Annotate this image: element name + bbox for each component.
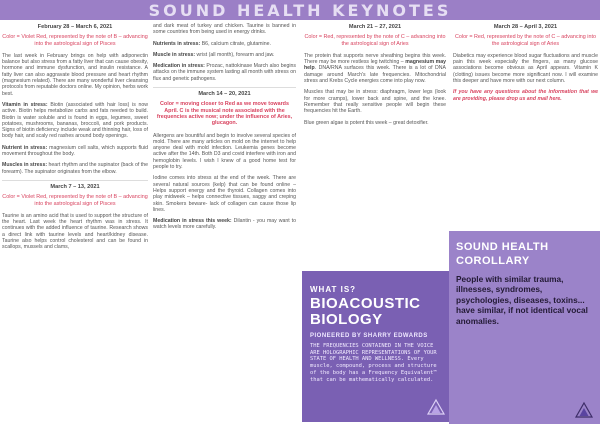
corollary-title: COROLLARY bbox=[456, 255, 530, 267]
bio-byline: PIONEERED BY SHARRY EDWARDS bbox=[310, 333, 428, 339]
column-1 bbox=[2, 22, 148, 256]
banner-title: SOUND HEALTH KEYNOTES bbox=[148, 1, 452, 20]
column-2 bbox=[153, 23, 296, 236]
paragraph: Blue green algae is potent this week – great detoxifier. bbox=[304, 119, 429, 126]
color-note: Color = Violet Red, represented by the note of B – advancing into the astrological sign of Pisces bbox=[2, 194, 148, 207]
label-vitamin: Vitamin in stress: bbox=[2, 101, 48, 108]
week-heading: March 28 – April 3, 2021 bbox=[493, 24, 558, 30]
paragraph: Allergens are bountiful and begin to involve several species of mold. There are many articles on mold on the internet to help anyone deal with mold infection. Leukemia genes become active after the 14th. Both D3 and covid interfere with iron and hemoglobin levels. I wish I knew of a good home test for people to try. bbox=[153, 132, 296, 171]
bio-question: WHAT IS? bbox=[310, 285, 357, 294]
corollary-title: SOUND HEALTH bbox=[456, 241, 549, 253]
corollary-box bbox=[449, 231, 600, 424]
paragraph: Taurine is an amino acid that is used to support the structure of the heart. Last week the heart rhythm was in stress. It continues with the added influence of taurine. Research shows a direct link with taurine levels and heart/kidney disease. Taurine also helps control cholesterol and can be found in scallops, mussels and clams, bbox=[2, 212, 148, 251]
color-note: Color = moving closer to Red as we move towards April. C is the musical note associated with the frequencies active now; under the influence of Aries, glucagon. bbox=[156, 101, 293, 127]
paragraph: Muscles that may be in stress: diaphragm, lower legs (look for more cramps), lower back and spine, and the knee. Remember that really sensitive people will begin these frequencies hit the Earth. bbox=[304, 89, 446, 115]
paragraph: The protein that supports nerve sheathing begins this week. There may be more restless leg twitching – magnesium may help. DNA/RNA surfaces this week. There is a lot of DNA damage around March's late frequencies. Mitochondrial stress and Krebs Cycle energies come into play now. bbox=[304, 52, 446, 85]
week-heading: March 7 – 13, 2021 bbox=[2, 180, 148, 190]
corollary-text: People with similar trauma, illnesses, syndromes, psychologies, diseases, toxins... have similar, if not identical vocal anomalies. bbox=[456, 274, 588, 326]
color-note: Color = Red, represented by the note of C – advancing into the astrological sign of Aries bbox=[304, 34, 446, 47]
contact-note[interactable]: If you have any questions about the information that we are providing, please drop us and mail here. bbox=[453, 89, 598, 102]
bio-title: BIOACOUSTIC bbox=[310, 295, 421, 312]
column-3 bbox=[304, 22, 446, 131]
color-note: Color = Violet Red, represented by the note of B – advancing into the astrological sign of Pisces bbox=[2, 34, 148, 47]
paragraph: and dark meat of turkey and chicken. Taurine is banned in some countries from being used in energy drinks. bbox=[153, 23, 296, 36]
week-heading: March 14 – 20, 2021 bbox=[153, 87, 296, 97]
bio-body: THE FREQUENCIES CONTAINED IN THE VOICE ARE HOLOGRAPHIC REPRESENTATIONS OF YOUR STATE OF HEALTH AND WELLNESS. Every muscle, compound, process and structure of the body has a Frequency Equivalent™ that can be mathematically calculated. bbox=[310, 343, 437, 383]
paragraph: The last week in February brings on help with adiponectin balance but also stress from a fatty liver that can cause obesity, hormone and immune dysfunction, and insulin resistance. A fatty liver can also aggravate blood pressure and heart rhythm (magnesium related). There are many wonderful liver cleansing protocols from reputable doctors online. My opinion, herbs work best. bbox=[2, 52, 148, 97]
label-muscles: Muscles in stress: bbox=[2, 162, 48, 169]
logo-icon bbox=[426, 398, 446, 418]
paragraph: Nutrients in stress: B6, calcium citrate, glutamine. bbox=[153, 40, 271, 47]
paragraph: Medication in stress: Prozac, nattokinase March also begins attacks on the immune system lasting all month with stress on flux and genetic pathogens. bbox=[153, 63, 296, 82]
paragraph: Medication in stress this week: Dilantin - you may want to watch levels more carefully. bbox=[153, 218, 296, 231]
bioacoustic-box bbox=[302, 271, 450, 422]
color-note: Color = Red, represented by the note of C – advancing into the astrological sign of Aries bbox=[455, 34, 596, 47]
week-heading: March 21 – 27, 2021 bbox=[348, 24, 402, 30]
paragraph: Diabetics may experience blood sugar fluctuations and muscle pain this week especially the fingers, as many glucose associations become obvious as April appears. Vitamin K (clotting) issues become more significant now. I will examine this deeper and have more with our next column. bbox=[453, 52, 598, 85]
paragraph: Nutrient in stress: magnesium cell salts, which supports fluid movement throughout the body. bbox=[2, 144, 149, 158]
column-4 bbox=[453, 22, 598, 107]
paragraph: Muscle in stress: wrist (all month), forearm and jaw. bbox=[153, 51, 275, 58]
bio-title: BIOLOGY bbox=[310, 311, 383, 328]
paragraph: Muscles in stress: heart rhythm and the supinator (back of the forearm). The supinator originates from the elbow. bbox=[2, 162, 148, 175]
paragraph: Iodine comes into stress at the end of the week. There are several natural sources (kelp) that can be found online – Helps support energy and the thyroid. Collagen comes into play midweek – helps connective tissues, saggy and creping skin. Smokers beware- lack of collagen can cause those lip lines. bbox=[153, 175, 296, 213]
label-nutrient: Nutrient in stress: bbox=[2, 144, 48, 151]
week-heading: February 28 – March 6, 2021 bbox=[37, 24, 113, 30]
logo-icon bbox=[574, 401, 594, 421]
paragraph: Vitamin in stress: Biotin (associated with hair loss) is now active. Biotin helps metabolize carbs and fats needed to build. Biotin is water soluble and is found in eggs, legumes, sweet potatoes, mushrooms, bananas, broccoli, and pork products. Signs of biotin deficiency include weak and thinning hair, loss of body hair, and scaly red rashes around body openings. bbox=[2, 101, 149, 140]
